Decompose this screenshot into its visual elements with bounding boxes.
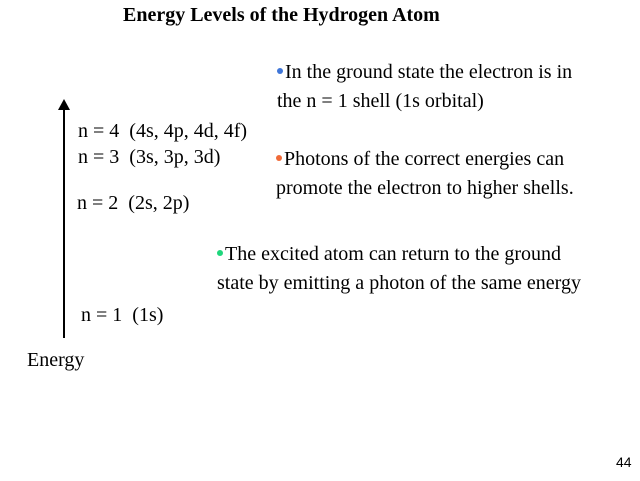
energy-level-n3: n = 3 (3s, 3p, 3d) xyxy=(78,146,221,168)
bullet-dot-icon xyxy=(217,250,223,256)
energy-level-n2: n = 2 (2s, 2p) xyxy=(77,192,190,214)
bullet-text-line: promote the electron to higher shells. xyxy=(276,177,574,199)
slide-title: Energy Levels of the Hydrogen Atom xyxy=(123,4,440,26)
bullet-photon-emission xyxy=(217,240,581,298)
energy-level-n4: n = 4 (4s, 4p, 4d, 4f) xyxy=(78,120,248,142)
bullet-photon-promotion xyxy=(276,145,574,203)
bullet-text-line: In the ground state the electron is in xyxy=(285,61,573,83)
bullet-text-line: the n = 1 shell (1s orbital) xyxy=(277,90,484,112)
bullet-dot-icon xyxy=(277,68,283,74)
energy-axis-line xyxy=(63,108,65,338)
bullet-text-line: Photons of the correct energies can xyxy=(284,148,565,170)
energy-level-n1: n = 1 (1s) xyxy=(81,304,164,326)
bullet-ground-state xyxy=(277,58,572,116)
bullet-text-line: The excited atom can return to the ground xyxy=(225,243,561,265)
bullet-dot-icon xyxy=(276,155,282,161)
energy-axis-label: Energy xyxy=(27,349,85,371)
bullet-text-line: state by emitting a photon of the same energy xyxy=(217,272,581,294)
page-number: 44 xyxy=(616,454,632,470)
